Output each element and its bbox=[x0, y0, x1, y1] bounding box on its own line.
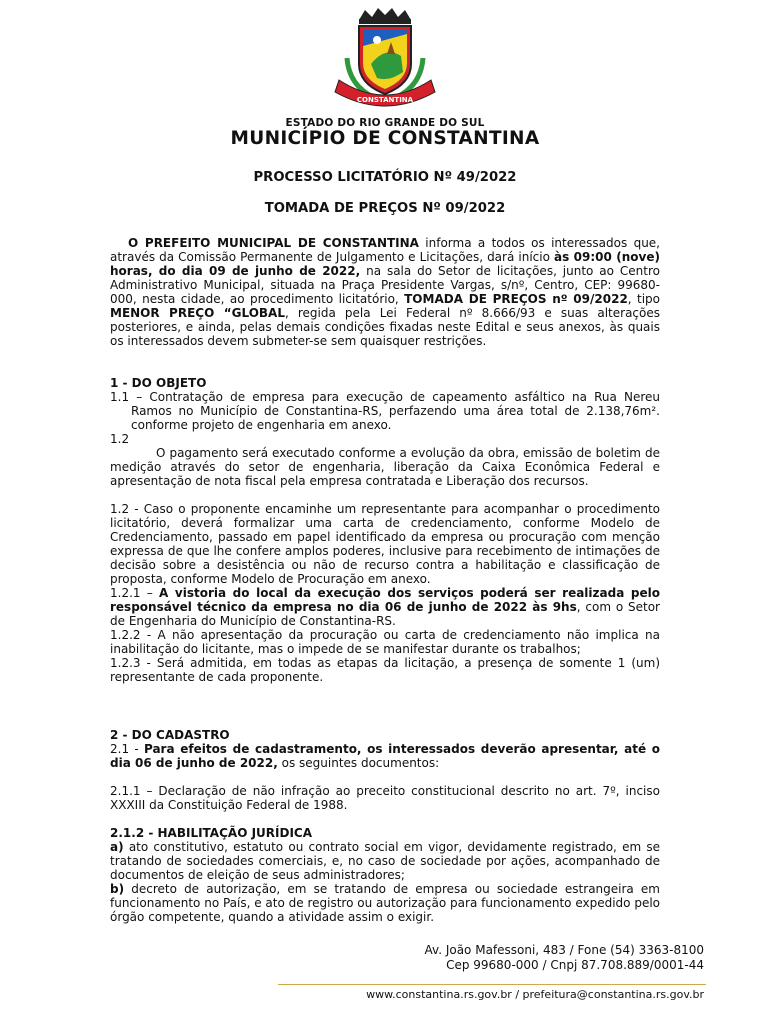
footer-web[interactable]: www.constantina.rs.gov.br / prefeitura@constantina.rs.gov.br bbox=[366, 988, 704, 1001]
item-1-2-representative: 1.2 - Caso o proponente encaminhe um representante para acompanhar o procedimento licitatório, deverá formalizar uma carta de credenciamento, conforme Modelo de Credenciamento, passado em papel identificado da empresa ou procuração com menção expressa de que lhe confere amplos poderes, inclusive para recebimento de intimações de decisão sobre a desistência ou não de recurso contra a habilitação e classificação de proposta, conforme Modelo de Procuração em anexo. bbox=[110, 502, 660, 586]
intro-text-d: , regida pela Lei Federal nº 8.666/93 e suas alterações posteriores, e ainda, pelas demais condições fixadas neste Edital e seus anexos, às quais os interessados devem submeter-se sem quaisquer restrições. bbox=[110, 306, 660, 348]
item-2-1-text: os seguintes documentos: bbox=[277, 756, 440, 770]
objeto-heading: 1 - DO OBJETO bbox=[110, 376, 207, 390]
intro-text-c: , tipo bbox=[627, 292, 660, 306]
municipal-crest-icon bbox=[325, 6, 445, 114]
item-1-1: 1.1 – Contratação de empresa para execução de capeamento asfáltico na Rua Nereu Ramos no Município de Constantina-RS, perfazendo uma área total de 2.138,76m². conforme projeto de engenharia em anexo. bbox=[110, 390, 660, 432]
section-cadastro bbox=[110, 728, 660, 924]
intro-bold-1: O PREFEITO MUNICIPAL DE CONSTANTINA bbox=[128, 236, 419, 250]
intro-bold-3: TOMADA DE PREÇOS nº 09/2022 bbox=[404, 292, 628, 306]
item-1-2-1-bold: A vistoria do local da execução dos serviços poderá ser realizada pelo responsável técnico da empresa no dia 06 de junho de 2022 às 9hs bbox=[110, 586, 660, 614]
municipality-title: MUNICÍPIO DE CONSTANTINA bbox=[230, 128, 540, 149]
item-2-1-1: 2.1.1 – Declaração de não infração ao preceito constitucional descrito no art. 7º, inciso XXXIII da Constituição Federal de 1988. bbox=[110, 784, 660, 812]
footer-address: Av. João Mafessoni, 483 / Fone (54) 3363-8100 bbox=[424, 943, 704, 957]
section-objeto bbox=[110, 376, 660, 684]
intro-text-b: na sala do Setor de licitações, junto ao Centro Administrativo Municipal, situada na Praça Presidente Vargas, s/nº, Centro, CEP: 99680-000, nesta cidade, ao procedimento licitatório, bbox=[110, 264, 660, 306]
intro-paragraph bbox=[110, 236, 660, 348]
item-1-2-1-text: , com o Setor de Engenharia do Município de Constantina-RS. bbox=[110, 600, 660, 628]
habilitacao-heading: 2.1.2 - HABILITAÇÃO JURÍDICA bbox=[110, 826, 313, 840]
item-2-1-number: 2.1 - bbox=[110, 742, 144, 756]
intro-text-a: informa a todos os interessados que, através da Comissão Permanente de Julgamento e Licitações, dará início bbox=[110, 236, 660, 264]
process-title: PROCESSO LICITATÓRIO Nº 49/2022 bbox=[253, 170, 517, 185]
item-b-text: decreto de autorização, em se tratando de empresa ou sociedade estrangeira em funcionamento no País, e ato de registro ou autorização para funcionamento expedido pelo órgão competente, quando a atividade assim o exigir. bbox=[110, 882, 660, 924]
footer-contact bbox=[425, 943, 704, 973]
item-a-label: a) bbox=[110, 840, 124, 854]
footer-divider bbox=[278, 984, 706, 985]
item-1-2-1-number: 1.2.1 – bbox=[110, 586, 159, 600]
item-1-2-2: 1.2.2 - A não apresentação da procuração ou carta de credenciamento não implica na inabilitação do licitante, mas o impede de se manifestar durante os trabalhos; bbox=[110, 628, 660, 656]
crest-ribbon-text: CONSTANTINA bbox=[356, 96, 414, 104]
cadastro-heading: 2 - DO CADASTRO bbox=[110, 728, 230, 742]
item-a-text: ato constitutivo, estatuto ou contrato social em vigor, devidamente registrado, em se tratando de sociedades comerciais, e, no caso de sociedade por ações, acompanhado de documentos de eleição de seus administradores; bbox=[110, 840, 660, 882]
item-1-2-3: 1.2.3 - Será admitida, em todas as etapas da licitação, a presença de somente 1 (um) representante de cada proponente. bbox=[110, 656, 660, 684]
tomada-title: TOMADA DE PREÇOS Nº 09/2022 bbox=[264, 201, 506, 216]
item-1-2-text: O pagamento será executado conforme a evolução da obra, emissão de boletim de medição através do setor de engenharia, liberação da Caixa Econômica Federal e apresentação de nota fiscal pela empresa contratada e Liberação dos recursos. bbox=[110, 446, 660, 488]
state-title: ESTADO DO RIO GRANDE DO SUL bbox=[285, 117, 485, 129]
footer-cep: Cep 99680-000 / Cnpj 87.708.889/0001-44 bbox=[446, 958, 704, 972]
item-b-label: b) bbox=[110, 882, 125, 896]
item-1-2-number: 1.2 bbox=[110, 432, 130, 446]
intro-bold-2: às 09:00 (nove) horas, do dia 09 de junho de 2022, bbox=[110, 250, 660, 278]
item-2-1-bold: Para efeitos de cadastramento, os interessados deverão apresentar, até o dia 06 de junho de 2022, bbox=[110, 742, 660, 770]
intro-bold-4: MENOR PREÇO “GLOBAL bbox=[110, 306, 285, 320]
